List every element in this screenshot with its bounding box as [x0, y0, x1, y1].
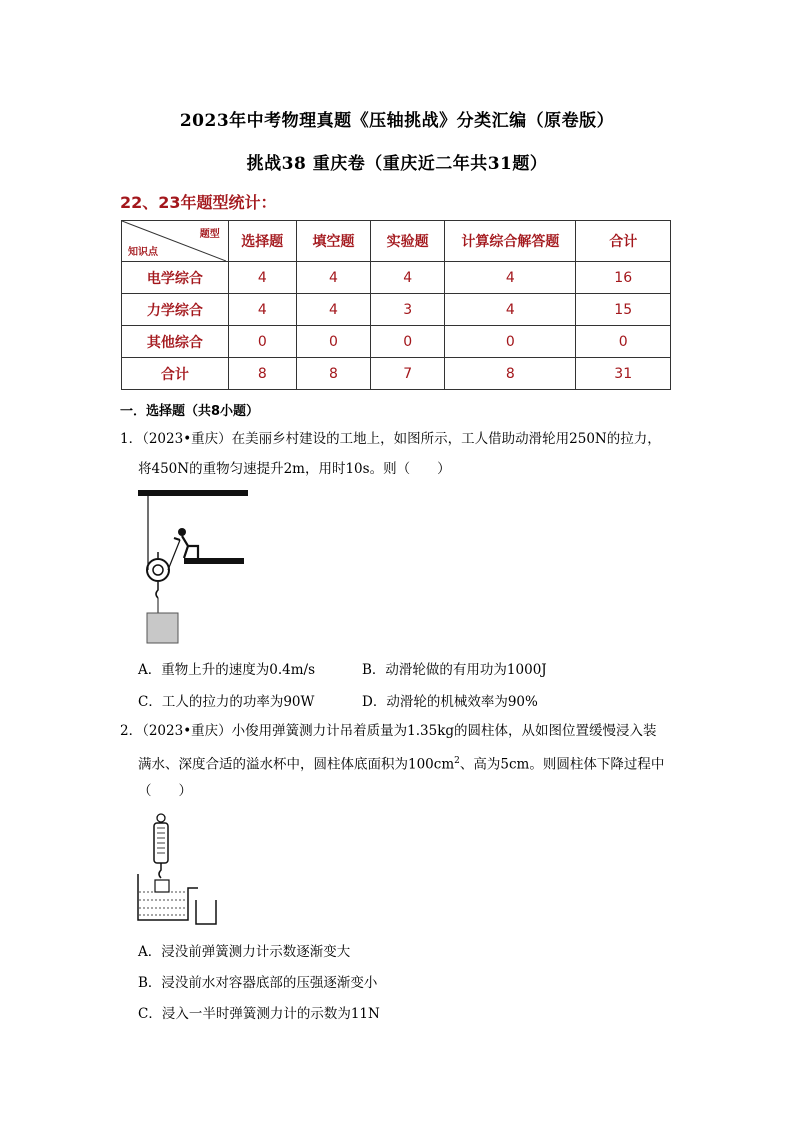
table-cell: 4 [371, 262, 445, 294]
table-row [122, 262, 671, 294]
question-2-line-2-part-b: 、高为5cm。则圆柱体下降过程中 [459, 756, 665, 773]
row-label: 合计 [122, 358, 229, 390]
pulley-diagram [136, 488, 252, 648]
question-type-stats-table [121, 220, 671, 390]
question-2-line-1: 2．（2023•重庆）小俊用弹簧测力计吊着质量为1.35kg的圆柱体，从如图位置缓慢浸入装 [120, 723, 657, 739]
column-header: 选择题 [228, 221, 296, 262]
table-cell: 0 [371, 326, 445, 358]
row-label: 其他综合 [122, 326, 229, 358]
diagonal-header-cell [122, 221, 229, 262]
section-heading: 一．选择题（共8小题） [120, 404, 260, 419]
document-title: 2023年中考物理真题《压轴挑战》分类汇编（原卷版） [179, 111, 615, 131]
table-header-row [122, 221, 671, 262]
question-2-option-a: A．浸没前弹簧测力计示数逐渐变大 [138, 944, 351, 960]
superscript-2: 2 [454, 756, 460, 766]
question-1-option-b: B．动滑轮做的有用功为1000J [362, 662, 547, 678]
question-1-option-a: A．重物上升的速度为0.4m/s [138, 662, 315, 678]
column-header: 合计 [576, 221, 671, 262]
question-2-option-b: B．浸没前水对容器底部的压强逐渐变小 [138, 975, 378, 991]
spring-scale-diagram [134, 812, 224, 930]
column-header: 计算综合解答题 [445, 221, 576, 262]
question-1-line-1: 1．（2023•重庆）在美丽乡村建设的工地上，如图所示，工人借助动滑轮用250N的拉力， [120, 431, 661, 447]
diag-top-label: 题型 [199, 229, 220, 240]
table-row [122, 294, 671, 326]
table-cell: 16 [576, 262, 671, 294]
table-cell: 4 [445, 294, 576, 326]
question-2-line-2-part-a: 满水、深度合适的溢水杯中，圆柱体底面积为100cm [138, 756, 455, 773]
table-cell: 0 [296, 326, 370, 358]
row-label: 电学综合 [122, 262, 229, 294]
table-cell: 31 [576, 358, 671, 390]
table-cell: 0 [576, 326, 671, 358]
table-row [122, 358, 671, 390]
table-cell: 7 [371, 358, 445, 390]
table-cell: 4 [296, 294, 370, 326]
question-1-option-d: D．动滑轮的机械效率为90% [362, 694, 538, 710]
question-1-option-c: C．工人的拉力的功率为90W [138, 694, 315, 710]
document-subtitle: 挑战38 重庆卷（重庆近二年共31题） [246, 154, 548, 174]
table-cell: 8 [228, 358, 296, 390]
column-header: 实验题 [371, 221, 445, 262]
diag-bottom-label: 知识点 [128, 247, 158, 258]
table-cell: 4 [296, 262, 370, 294]
table-row [122, 326, 671, 358]
table-cell: 0 [228, 326, 296, 358]
table-cell: 4 [228, 294, 296, 326]
question-2-line-3: （ ） [138, 783, 192, 799]
table-cell: 4 [445, 262, 576, 294]
row-label: 力学综合 [122, 294, 229, 326]
table-cell: 0 [445, 326, 576, 358]
table-cell: 3 [371, 294, 445, 326]
table-cell: 8 [296, 358, 370, 390]
table-cell: 8 [445, 358, 576, 390]
question-2-line-2 [138, 746, 698, 780]
question-1-line-2: 将450N的重物匀速提升2m，用时10s。则（ ） [138, 461, 451, 477]
table-cell: 15 [576, 294, 671, 326]
table-cell: 4 [228, 262, 296, 294]
column-header: 填空题 [296, 221, 370, 262]
stats-heading: 22、23年题型统计： [120, 193, 277, 212]
question-2-option-c: C．浸入一半时弹簧测力计的示数为11N [138, 1006, 380, 1022]
